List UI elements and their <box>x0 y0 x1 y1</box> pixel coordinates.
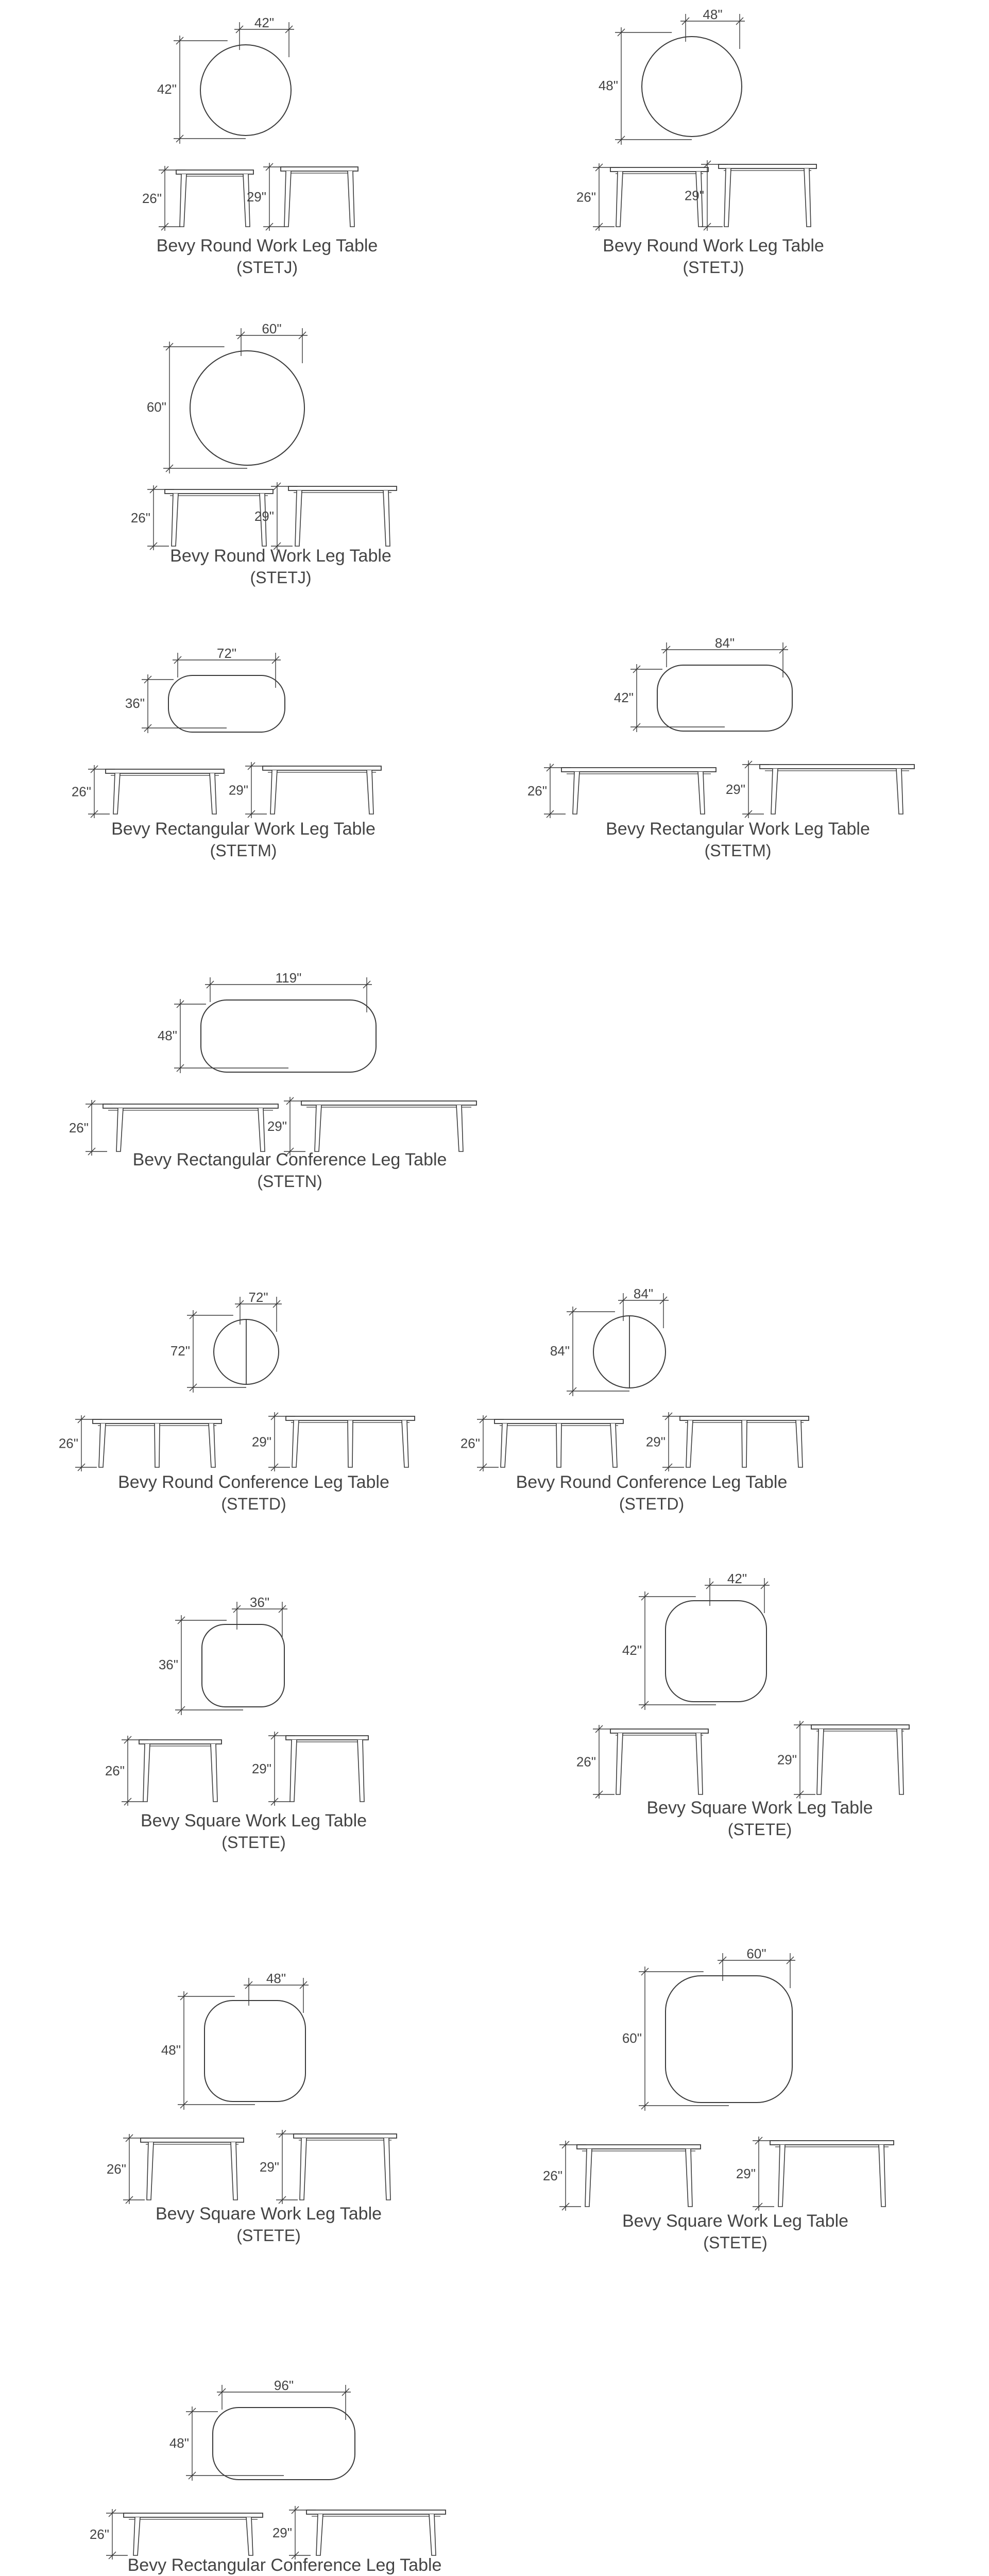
table-name: Bevy Square Work Leg Table <box>155 2204 382 2224</box>
height-label: 29" <box>251 1434 271 1450</box>
table-leg <box>155 1423 160 1467</box>
table-top-elevation <box>301 1101 476 1105</box>
plan-depth-label: 84" <box>550 1343 570 1359</box>
plan-depth-label: 36" <box>158 1657 178 1672</box>
height-label: 26" <box>142 191 162 206</box>
table-leg <box>113 773 120 814</box>
height-label: 26" <box>69 1120 89 1136</box>
table-diagram <box>576 1571 909 1839</box>
table-diagram <box>527 635 914 860</box>
height-label: 26" <box>89 2527 109 2542</box>
table-diagram <box>576 7 824 277</box>
table-leg <box>231 2142 237 2200</box>
table-name: Bevy Round Conference Leg Table <box>516 1472 788 1492</box>
table-top-elevation <box>281 167 358 171</box>
table-top-elevation <box>103 1104 278 1108</box>
table-top-plan <box>190 351 304 465</box>
table-leg <box>357 1740 364 1802</box>
table-leg <box>147 2142 154 2200</box>
table-top-plan <box>201 1000 376 1072</box>
table-top-elevation <box>286 1736 368 1740</box>
height-label: 26" <box>71 784 91 800</box>
table-code: (STETE) <box>727 1820 792 1839</box>
plan-width-label: 42" <box>254 15 275 30</box>
table-top-elevation <box>286 1416 415 1420</box>
table-top-elevation <box>719 164 816 168</box>
table-leg <box>879 2145 885 2207</box>
plan-width-label: 96" <box>274 2378 294 2393</box>
table-leg <box>367 770 373 814</box>
table-leg <box>771 769 778 814</box>
table-code: (STETJ) <box>250 568 312 587</box>
table-leg <box>180 174 186 227</box>
table-leg <box>696 1733 703 1794</box>
table-top-plan <box>657 665 792 731</box>
height-label: 29" <box>254 509 274 524</box>
height-label: 26" <box>130 510 150 526</box>
table-leg <box>210 773 216 814</box>
table-leg <box>556 1423 561 1467</box>
table-leg <box>616 172 623 227</box>
table-top-plan <box>213 2408 355 2480</box>
plan-width-label: 84" <box>714 635 735 651</box>
table-diagram <box>72 646 381 860</box>
height-label: 29" <box>725 782 745 797</box>
table-top-elevation <box>93 1419 221 1423</box>
table-leg <box>897 1729 903 1794</box>
table-top-elevation <box>124 2513 263 2517</box>
height-label: 26" <box>105 1763 125 1778</box>
table-leg <box>402 1420 408 1467</box>
plan-depth-label: 42" <box>622 1642 642 1658</box>
plan-width-label: 72" <box>248 1290 268 1305</box>
table-top-elevation <box>610 1729 708 1733</box>
plan-width-label: 72" <box>216 646 237 661</box>
table-leg <box>383 490 390 546</box>
table-code: (STETJ) <box>683 258 744 277</box>
table-name: Bevy Rectangular Work Leg Table <box>606 819 870 839</box>
table-leg <box>501 1423 507 1467</box>
table-leg <box>270 770 277 814</box>
table-leg <box>610 1423 617 1467</box>
plan-width-label: 84" <box>633 1286 654 1301</box>
table-top-plan <box>666 1601 766 1702</box>
plan-depth-label: 42" <box>613 690 634 705</box>
table-top-plan <box>202 1624 284 1707</box>
table-leg <box>133 2517 140 2555</box>
table-leg <box>686 2149 692 2207</box>
height-label: 29" <box>272 2525 292 2540</box>
table-top-plan <box>168 675 285 732</box>
plan-width-label: 48" <box>266 1971 286 1986</box>
height-label: 26" <box>527 783 547 799</box>
table-code: (STETE) <box>703 2233 768 2252</box>
table-name: Bevy Round Work Leg Table <box>603 236 824 256</box>
table-top-plan <box>666 1976 792 2103</box>
table-leg <box>211 1744 217 1802</box>
table-code: (STETE) <box>221 1833 286 1852</box>
table-name: Bevy Square Work Leg Table <box>140 1811 367 1831</box>
height-label: 29" <box>259 2159 279 2175</box>
table-diagram <box>142 15 378 277</box>
table-leg <box>817 1729 824 1794</box>
table-leg <box>292 1420 299 1467</box>
plan-depth-label: 48" <box>598 78 618 93</box>
table-leg <box>315 1105 321 1151</box>
height-label: 26" <box>460 1435 480 1451</box>
table-top-elevation <box>577 2145 701 2149</box>
table-leg <box>585 2149 592 2207</box>
plan-width-label: 60" <box>746 1946 766 1961</box>
table-diagram <box>107 1971 397 2245</box>
table-top-elevation <box>165 489 273 494</box>
table-leg <box>616 1733 623 1794</box>
table-name: Bevy Rectangular Work Leg Table <box>111 819 376 839</box>
table-code: (STETM) <box>704 841 772 860</box>
height-label: 26" <box>576 189 596 205</box>
table-name: Bevy Round Conference Leg Table <box>118 1472 389 1492</box>
table-leg <box>796 1420 803 1467</box>
plan-depth-label: 48" <box>169 2435 189 2451</box>
table-leg <box>348 171 354 227</box>
table-leg <box>742 1420 747 1467</box>
height-label: 26" <box>576 1754 596 1770</box>
table-top-elevation <box>106 769 224 773</box>
table-top-elevation <box>306 2510 446 2514</box>
table-name: Bevy Round Work Leg Table <box>170 546 391 566</box>
table-leg <box>258 1108 265 1151</box>
height-label: 26" <box>58 1435 78 1451</box>
height-label: 29" <box>736 2166 756 2181</box>
table-leg <box>456 1105 463 1151</box>
table-leg <box>724 168 731 227</box>
plan-depth-label: 60" <box>146 399 166 415</box>
table-code: (STETN) <box>257 1172 322 1191</box>
table-leg <box>896 769 903 814</box>
table-leg <box>429 2514 436 2555</box>
plan-depth-label: 48" <box>157 1028 177 1043</box>
table-diagram <box>69 970 476 1191</box>
table-diagram <box>59 1290 415 1513</box>
table-top-elevation <box>811 1725 909 1729</box>
table-leg <box>116 1108 123 1151</box>
table-code: (STETE) <box>236 2226 301 2245</box>
table-code: (STETD) <box>619 1495 685 1513</box>
plan-width-label: 119" <box>275 970 302 986</box>
table-leg <box>778 2145 785 2207</box>
plan-depth-label: 48" <box>161 2042 181 2058</box>
table-diagram <box>131 321 397 587</box>
table-diagram <box>461 1286 809 1513</box>
table-leg <box>384 2138 390 2200</box>
table-top-elevation <box>494 1419 623 1423</box>
plan-width-label: 60" <box>262 321 282 336</box>
table-top-elevation <box>263 766 381 770</box>
table-top-elevation <box>139 1740 221 1744</box>
table-leg <box>290 1740 297 1802</box>
table-top-elevation <box>770 2141 894 2145</box>
height-label: 29" <box>684 188 704 204</box>
height-label: 26" <box>542 2168 562 2183</box>
table-code: (STETD) <box>221 1495 286 1513</box>
plan-depth-label: 72" <box>170 1343 190 1359</box>
table-leg <box>698 772 705 814</box>
height-label: 29" <box>246 189 266 205</box>
table-leg <box>143 1744 150 1802</box>
table-leg <box>284 171 291 227</box>
table-diagram <box>543 1946 894 2252</box>
table-top-elevation <box>294 2134 397 2138</box>
table-name: Bevy Square Work Leg Table <box>646 1798 873 1818</box>
table-name: Bevy Square Work Leg Table <box>622 2211 849 2231</box>
plan-depth-label: 42" <box>157 81 177 97</box>
height-label: 29" <box>228 782 248 798</box>
table-leg <box>295 490 302 546</box>
plan-width-label: 36" <box>249 1595 270 1610</box>
table-leg <box>246 2517 253 2555</box>
plan-width-label: 42" <box>727 1571 747 1586</box>
table-leg <box>348 1420 353 1467</box>
plan-width-label: 48" <box>703 7 723 22</box>
height-label: 29" <box>251 1761 271 1776</box>
height-label: 26" <box>106 2161 126 2177</box>
table-top-plan <box>204 2001 305 2102</box>
table-leg <box>686 1420 693 1467</box>
table-code: (STETM) <box>210 841 277 860</box>
table-top-elevation <box>176 170 253 174</box>
table-leg <box>316 2514 323 2555</box>
table-diagram <box>90 2378 446 2576</box>
table-leg <box>804 168 811 227</box>
table-top-elevation <box>288 486 397 490</box>
height-label: 29" <box>267 1118 287 1134</box>
table-leg <box>172 494 178 546</box>
table-name: Bevy Rectangular Conference Leg Table <box>132 1150 447 1170</box>
table-leg <box>99 1423 106 1467</box>
table-leg <box>209 1423 215 1467</box>
table-top-elevation <box>141 2138 244 2142</box>
table-leg <box>573 772 579 814</box>
plan-depth-label: 36" <box>125 696 145 711</box>
height-label: 29" <box>777 1752 797 1768</box>
table-name: Bevy Round Work Leg Table <box>156 236 378 256</box>
table-top-elevation <box>610 167 708 172</box>
table-top-plan <box>642 37 742 137</box>
table-leg <box>300 2138 306 2200</box>
height-label: 29" <box>645 1434 666 1450</box>
table-name: Bevy Rectangular Conference Leg Table <box>127 2555 442 2575</box>
table-top-plan <box>200 45 291 135</box>
table-diagram <box>105 1595 368 1852</box>
table-top-elevation <box>680 1416 809 1420</box>
table-top-elevation <box>561 768 716 772</box>
table-code: (STETJ) <box>236 258 298 277</box>
table-top-elevation <box>760 765 914 769</box>
plan-depth-label: 60" <box>622 2030 642 2046</box>
